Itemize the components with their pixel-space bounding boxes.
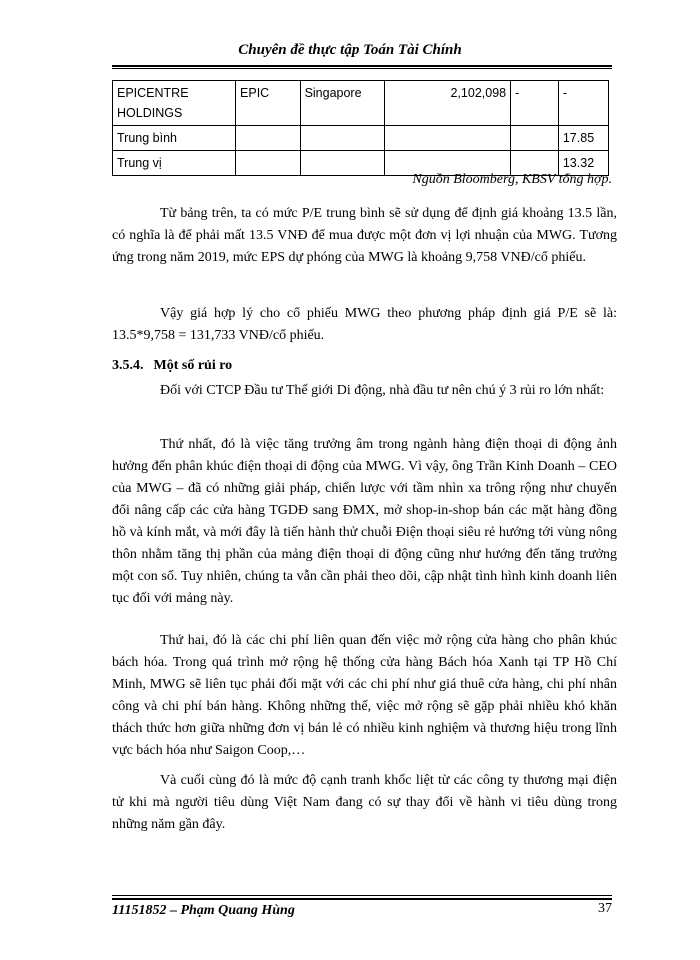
table-source-note: Nguồn Bloomberg, KBSV tổng hợp. bbox=[412, 172, 612, 187]
section-title: Một số rủi ro bbox=[153, 358, 233, 373]
table-cell: 17.85 bbox=[558, 126, 608, 151]
page-number: 37 bbox=[598, 901, 612, 916]
paragraph: Thứ hai, đó là các chi phí liên quan đến việc mở rộng cửa hàng cho phân khúc bách hóa. Trong quá trình mở rộng hệ thống cửa hàng Bách hóa Xanh tại TP Hồ Chí Minh, MWG sẽ liên tục phải đối mặt với các chi phí như giá thuê cửa hàng, chi phí nhân công và chi phí bán hàng. Không những thế, việc mở rộng sẽ gặp phải nhiều khó khăn thách thức hơn giữa những đơn vị bán lẻ có nhiều kinh nghiệm và thương hiệu trong lĩnh vực bách hóa như Saigon Coop,… bbox=[112, 633, 617, 758]
paragraph: Và cuối cùng đó là mức độ cạnh tranh khốc liệt từ các công ty thương mại điện tử khi mà người tiêu dùng Việt Nam đang có sự thay đổi về hành vi tiêu dùng trong những năm gần đây. bbox=[112, 773, 617, 832]
paragraph: Thứ nhất, đó là việc tăng trưởng âm trong ngành hàng điện thoại di động ảnh hưởng đến phân khúc điện thoại di động của MWG. Vì vậy, ông Trần Kinh Doanh – CEO của MWG – đã có những giải pháp, chiến lược với tầm nhìn xa trông rộng như chuyển đổi nâng cấp các cửa hàng TGDĐ sang ĐMX, mở shop-in-shop bán các mặt hàng đồng hồ và kính mắt, và mới đây là tiến hành thử chuỗi Điện thoại siêu rẻ hướng tới vùng nông thôn nhằm tăng thị phần của mảng điện thoại di động cũng như hướng đến tăng trưởng một con số. Tuy nhiên, chúng ta vẫn cần phải theo dõi, cập nhật tình hình kinh doanh liên tục đối với mảng này. bbox=[112, 437, 617, 606]
footer-author: 11151852 – Phạm Quang Hùng bbox=[112, 903, 295, 918]
header-title: Chuyên đề thực tập Toán Tài Chính bbox=[238, 42, 462, 58]
section-number: 3.5.4. bbox=[112, 358, 144, 373]
table-cell: EPICENTRE HOLDINGS bbox=[113, 81, 236, 126]
table-cell: Trung bình bbox=[113, 126, 236, 151]
table-cell: Trung vị bbox=[113, 151, 236, 176]
table-cell bbox=[236, 126, 301, 151]
section-heading bbox=[112, 358, 232, 374]
valuation-table bbox=[112, 80, 609, 176]
table-cell: - bbox=[558, 81, 608, 126]
table-cell bbox=[384, 126, 510, 151]
table-cell bbox=[511, 126, 559, 151]
table-row bbox=[113, 81, 609, 126]
table-cell: 2,102,098 bbox=[384, 81, 510, 126]
paragraph: Đối với CTCP Đầu tư Thế giới Di động, nhà đầu tư nên chú ý 3 rủi ro lớn nhất: bbox=[160, 383, 605, 398]
header-rule-thin bbox=[112, 68, 612, 69]
paragraph: Từ bảng trên, ta có mức P/E trung bình sẽ sử dụng để định giá khoảng 13.5 lần, có nghĩa là để phải mất 13.5 VNĐ để mua được một đơn vị lợi nhuận của MWG. Tương ứng trong năm 2019, mức EPS dự phóng của MWG là khoảng 9,758 VNĐ/cổ phiếu. bbox=[112, 206, 617, 265]
table-cell: 13.32 bbox=[558, 151, 608, 176]
table-cell bbox=[300, 126, 384, 151]
paragraph: Vậy giá hợp lý cho cổ phiếu MWG theo phương pháp định giá P/E sẽ là: 13.5*9,758 = 131,733 VNĐ/cổ phiếu. bbox=[112, 306, 617, 343]
footer-rule-thin bbox=[112, 895, 612, 896]
table-cell: EPIC bbox=[236, 81, 301, 126]
table-cell: Singapore bbox=[300, 81, 384, 126]
header-rule bbox=[112, 65, 612, 67]
table-cell bbox=[236, 151, 301, 176]
table-cell: - bbox=[511, 81, 559, 126]
table-row bbox=[113, 126, 609, 151]
table-cell bbox=[300, 151, 384, 176]
footer-rule bbox=[112, 898, 612, 900]
